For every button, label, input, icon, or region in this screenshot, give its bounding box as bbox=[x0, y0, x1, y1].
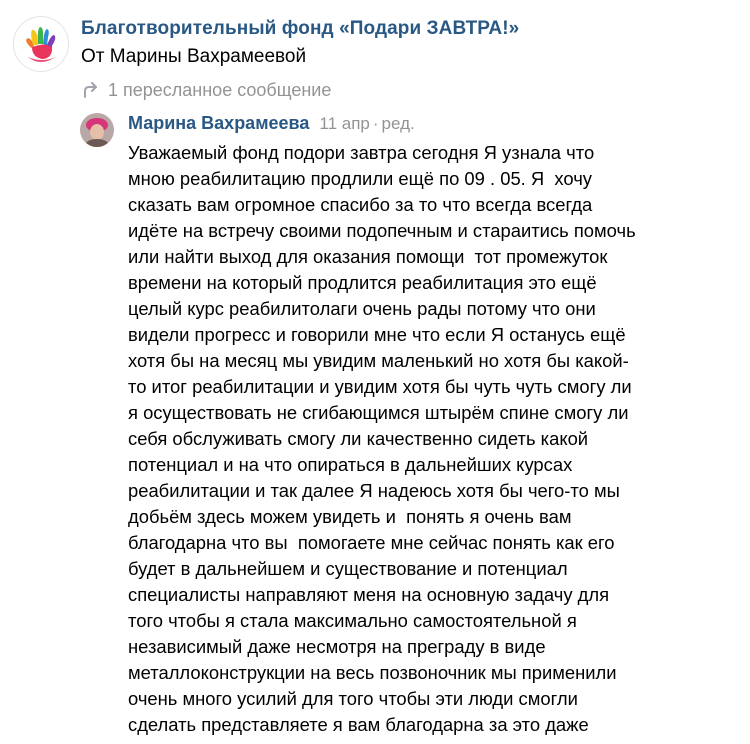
sender-name-link[interactable]: Благотворительный фонд «Подари ЗАВТРА!» bbox=[81, 18, 520, 39]
handprint-logo-icon bbox=[14, 17, 70, 73]
separator-dot: · bbox=[372, 114, 379, 133]
message-line: то итог реабилитации и увидим хотя бы чуть чуть смогу ли bbox=[128, 376, 632, 397]
message-line: видели прогресс и говорили мне что если Я останусь ещё bbox=[128, 324, 626, 345]
message-line: хотя бы на месяц мы увидим маленький но хотя бы какой- bbox=[128, 350, 629, 371]
message-line: очень много усилий для того чтобы эти люди смогли bbox=[128, 688, 578, 709]
message-line: потенциал и на что опираться в дальнейших курсах bbox=[128, 454, 573, 475]
message-line: или найти выход для оказания помощи тот промежуток bbox=[128, 246, 608, 267]
message-line: независимый даже несмотря на преграду в виде bbox=[128, 636, 546, 657]
edited-label: ред. bbox=[381, 114, 415, 133]
community-avatar[interactable] bbox=[13, 16, 69, 72]
message-line: себя обслуживать смогу ли качественно сидеть какой bbox=[128, 428, 589, 449]
message-line: Уважаемый фонд подори завтра сегодня Я узнала что bbox=[128, 142, 595, 163]
message-line: целый курс реабилитолаги очень рады потому что они bbox=[128, 298, 596, 319]
message-line: реабилитации и так далее Я надеюсь хотя бы чего-то мы bbox=[128, 480, 620, 501]
message-line: добьём здесь можем увидеть и понять я очень вам bbox=[128, 506, 572, 527]
message-line: сказать вам огромное спасибо за то что всегда всегда bbox=[128, 194, 593, 215]
author-avatar[interactable] bbox=[80, 113, 114, 147]
message-date[interactable]: 11 апр bbox=[319, 114, 370, 133]
message-line: специалисты направляют меня на основную задачу для bbox=[128, 584, 610, 605]
forward-arrow-icon bbox=[80, 79, 102, 101]
message-line: металлоконструкции на весь позвоночник мы применили bbox=[128, 662, 617, 683]
forwarded-messages-toggle[interactable] bbox=[80, 78, 331, 102]
person-photo-icon bbox=[80, 113, 114, 147]
message-line: идёте на встречу своими подопечным и стараитись помочь bbox=[128, 220, 636, 241]
forwarded-count-label: 1 пересланное сообщение bbox=[108, 79, 332, 100]
message-line: мною реабилитацию продлили ещё по 09 . 05. Я хочу bbox=[128, 168, 592, 189]
message-line: сделать представляете я вам благодарна за это даже bbox=[128, 714, 589, 735]
message-line: того чтобы я стала максимально самостоятельной я bbox=[128, 610, 577, 631]
message-body bbox=[128, 140, 636, 738]
message-line: благодарна что вы помогаете мне сейчас понять как его bbox=[128, 532, 615, 553]
message-line: будет в дальнейшем и существование и потенциал bbox=[128, 558, 568, 579]
message-line: времени на который продлится реабилитация это ещё bbox=[128, 272, 597, 293]
from-subtitle: От Марины Вахрамеевой bbox=[81, 46, 307, 67]
message-line: я осуществовать не сгибающимся штырём спине смогу ли bbox=[128, 402, 629, 423]
forwarded-message-header bbox=[128, 113, 415, 134]
author-name-link[interactable]: Марина Вахрамеева bbox=[128, 113, 310, 133]
